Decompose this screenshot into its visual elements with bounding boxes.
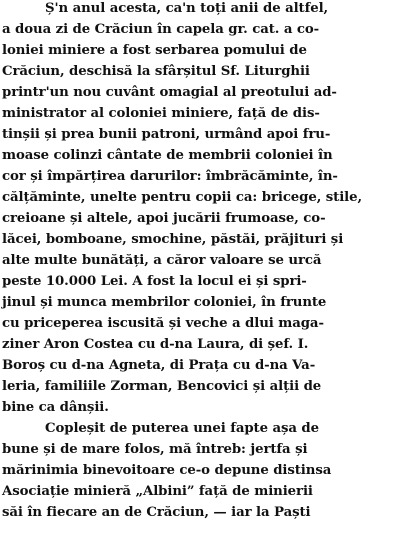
text-line-11: creioane și altele, apoi jucării frumoase, co-	[2, 211, 326, 226]
text-line-6: ministrator al coloniei miniere, față de dis-	[2, 106, 320, 121]
text-line-8: moase colinzi cântate de membrii coloniei în	[2, 148, 333, 163]
text-line-24: Asociație minieră „Albini” față de minierii	[2, 484, 313, 499]
text-line-20: bine ca dânșii.	[2, 400, 109, 415]
text-line-1: Ș'n anul acesta, ca'n toți anii de altfel,	[45, 1, 329, 16]
text-line-22: bune și de mare folos, mă întreb: jertfa și	[2, 442, 308, 457]
text-line-9: cor și împărțirea darurilor: îmbrăcăminte, în-	[2, 169, 338, 184]
text-line-10: călțăminte, unelte pentru copii ca: bricege, stile,	[2, 190, 363, 205]
text-line-25: săi în fiecare an de Crăciun, — iar la Paști	[2, 505, 311, 520]
text-line-15: jinul și munca membrilor coloniei, în frunte	[2, 295, 327, 310]
text-line-4: Crăciun, deschisă la sfârșitul Sf. Liturghii	[2, 64, 310, 79]
text-line-16: cu priceperea iscusită și veche a dlui magа-	[2, 316, 324, 331]
text-line-7: tinșii și prea bunii patroni, urmând apoi fru-	[2, 127, 331, 142]
text-line-21: Copleșit de puterea unei fapte așa de	[45, 421, 319, 436]
text-line-23: mărinimia binevoitoare ce-o depune distinsa	[2, 463, 332, 478]
text-line-19: leria, familiile Zorman, Bencovici și alții de	[2, 379, 322, 394]
text-line-5: printr'un nou cuvânt omagial al preotului ad-	[2, 85, 337, 100]
text-line-12: lăcei, bomboane, smochine, păstăi, prăjituri și	[2, 232, 344, 247]
text-line-18: Boroș cu d-na Agneta, di Prața cu d-na Va-	[2, 358, 316, 373]
text-line-13: alte multe bunătăți, a căror valoare se urcă	[2, 253, 322, 268]
text-line-3: loniei miniere a fost serbarea pomului de	[2, 43, 307, 58]
text-line-17: ziner Aron Costea cu d-na Laura, di șef. I.	[2, 337, 309, 352]
text-line-2: a doua zi de Crăciun în capela gr. cat. a co-	[2, 22, 320, 37]
text-line-14: peste 10.000 Lei. A fost la locul ei și spri-	[2, 274, 307, 289]
